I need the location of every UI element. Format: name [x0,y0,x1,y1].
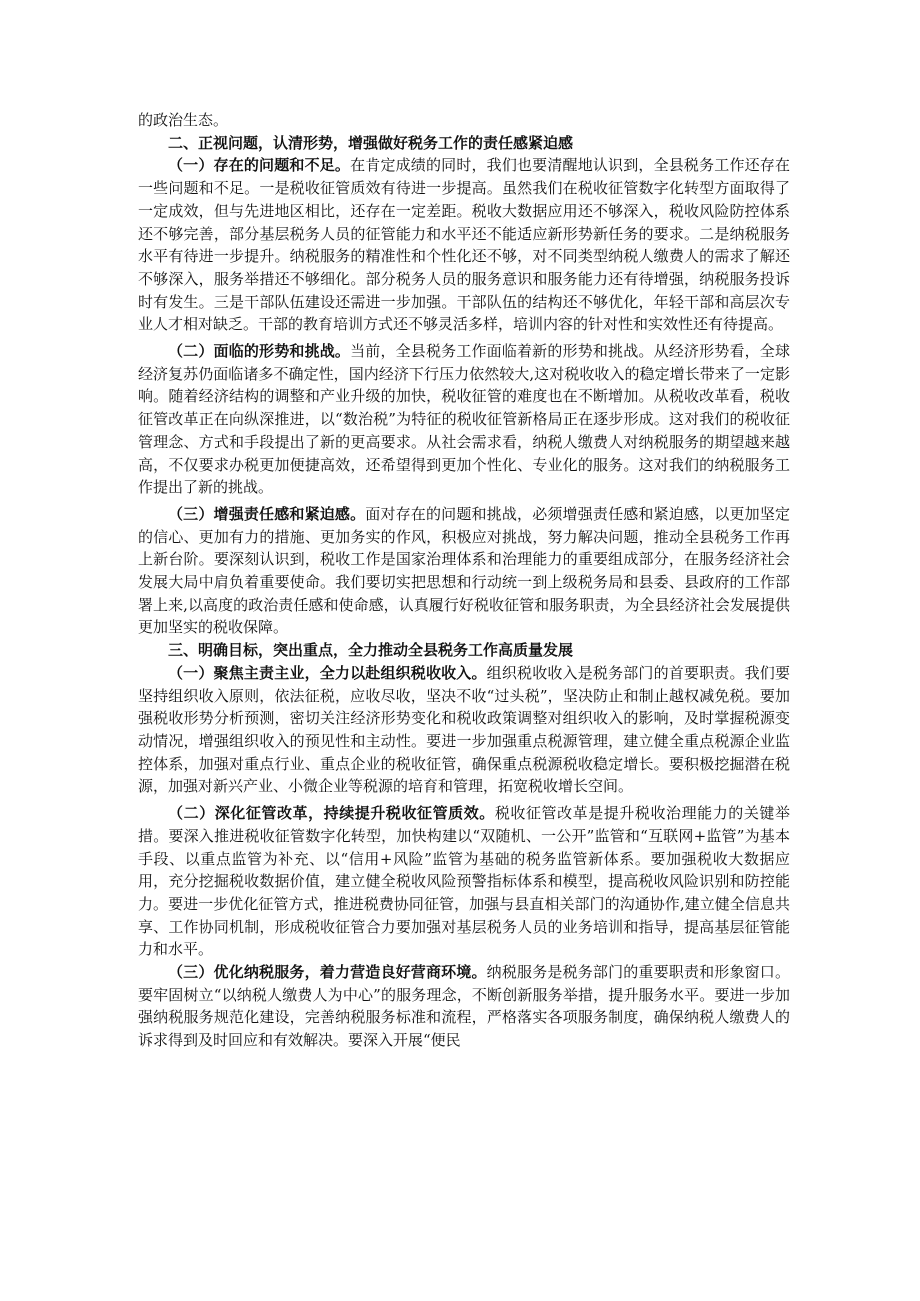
paragraph-text: 纳税服务是税务部门的重要职责和形象窗口。要牢固树立“以纳税人缴费人为中心”的服务理念，不断创新服务举措，提升服务水平。要进一步加强纳税服务规范化建设，完善纳税服务标准和流程，严格落实各项服务制度，确保纳税人缴费人的诉求得到及时回应和有效解决。要深入开展“便民 [138,963,790,1050]
section-heading-2: 二、正视问题，认清形势，增强做好税务工作的责任感紧迫感 [168,133,574,152]
document-page [138,109,790,1052]
paragraph-text: 当前，全县税务工作面临着新的形势和挑战。从经济形势看，全球经济复苏仍面临诸多不确定性，国内经济下行压力依然较大,这对税收收入的稳定增长带来了一定影响。随着经济结构的调整和产业升级的加快，税收征管的难度也在不断增加。从税收改革看，税收征管改革正在向纵深推进，以“数治税”为特征的税收征管新格局正在逐步形成。这对我们的税收征管理念、方式和手段提出了新的更高要求。从社会需求看，纳税人缴费人对纳税服务的期望越来越高，不仅要求办税更加便捷高效，还希望得到更加个性化、专业化的服务。这对我们的纳税服务工作提出了新的挑战。 [138,342,790,497]
paragraph-responsibility [138,503,790,639]
section-heading-3: 三、明确目标，突出重点，全力推动全县税务工作高质量发展 [168,641,574,660]
paragraph-problems [138,154,790,336]
paragraph-service [138,961,790,1052]
subheading-revenue: （一）聚焦主责主业，全力以赴组织税收收入。 [168,663,487,682]
subheading-reform: （二）深化征管改革，持续提升税收征管质效。 [168,804,495,823]
paragraph-text: 在肯定成绩的同时，我们也要清醒地认识到，全县税务工作还存在一些问题和不足。一是税收征管质效有待进一步提高。虽然我们在税收征管数字化转型方面取得了一定成效，但与先进地区相比，还存在一定差距。税收大数据应用还不够深入，税收风险防控体系还不够完善，部分基层税务人员的征管能力和水平还不能适应新形势新任务的要求。二是纳税服务水平有待进一步提升。纳税服务的精准性和个性化还不够，对不同类型纳税人缴费人的需求了解还不够深入，服务举措还不够细化。部分税务人员的服务意识和服务能力还有待增强，纳税服务投诉时有发生。三是干部队伍建设还需进一步加强。干部队伍的结构还不够优化，年轻干部和高层次专业人才相对缺乏。干部的教育培训方式还不够灵活多样，培训内容的针对性和实效性还有待提高。 [138,156,790,334]
subheading-responsibility: （三）增强责任感和紧迫感。 [168,504,366,523]
paragraph-revenue [138,662,790,798]
paragraph-text: 税收征管改革是提升税收治理能力的关键举措。要深入推进税收征管数字化转型，加快构建以“双随机、一公开”监管和“互联网+监管”为基本手段、以重点监管为补充、以“信用+风险”监管为基础的税务监管新体系。要加强税收大数据应用，充分挖掘税收数据价值，建立健全税收风险预警指标体系和模型，提高税收风险识别和防控能力。要进一步优化征管方式，推进税费协同征管，加强与县直相关部门的沟通协作,建立健全信息共享、工作协同机制，形成税收征管合力要加强对基层税务人员的业务培训和指导，提高基层征管能力和水平。 [138,804,790,959]
subheading-problems: （一）存在的问题和不足。 [168,156,351,175]
subheading-situation: （二）面临的形势和挑战。 [168,342,351,361]
paragraph-text: 面对存在的问题和挑战，必须增强责任感和紧迫感，以更加坚定的信心、更加有力的措施、更加务实的作风，积极应对挑战，努力解决问题，推动全县税务工作再上新台阶。要深刻认识到，税收工作是国家治理体系和治理能力的重要组成部分，在服务经济社会发展大局中肩负着重要使命。我们要切实把思想和行动统一到上级税务局和县委、县政府的工作部署上来,以高度的政治责任感和使命感，认真履行好税收征管和服务职责，为全县经济社会发展提供更加坚实的税收保障。 [138,504,790,637]
subheading-service: （三）优化纳税服务，着力营造良好营商环境。 [168,963,487,982]
paragraph-situation [138,340,790,499]
paragraph-text: 组织税收收入是税务部门的首要职责。我们要坚持组织收入原则，依法征税，应收尽收，坚决不收“过头税”，坚决防止和制止越权减免税。要加强税收形势分析预测，密切关注经济形势变化和税收政策调整对组织收入的影响，及时掌握税源变动情况，增强组织收入的预见性和主动性。要进一步加强重点税源管理，建立健全重点税源企业监控体系，加强对重点行业、重点企业的税收征管，确保重点税源税收稳定增长。要积极挖掘潜在税源，加强对新兴产业、小微企业等税源的培育和管理，拓宽税收增长空间。 [138,663,790,796]
paragraph-fragment: 的政治生态。 [138,111,229,129]
paragraph-reform [138,802,790,961]
